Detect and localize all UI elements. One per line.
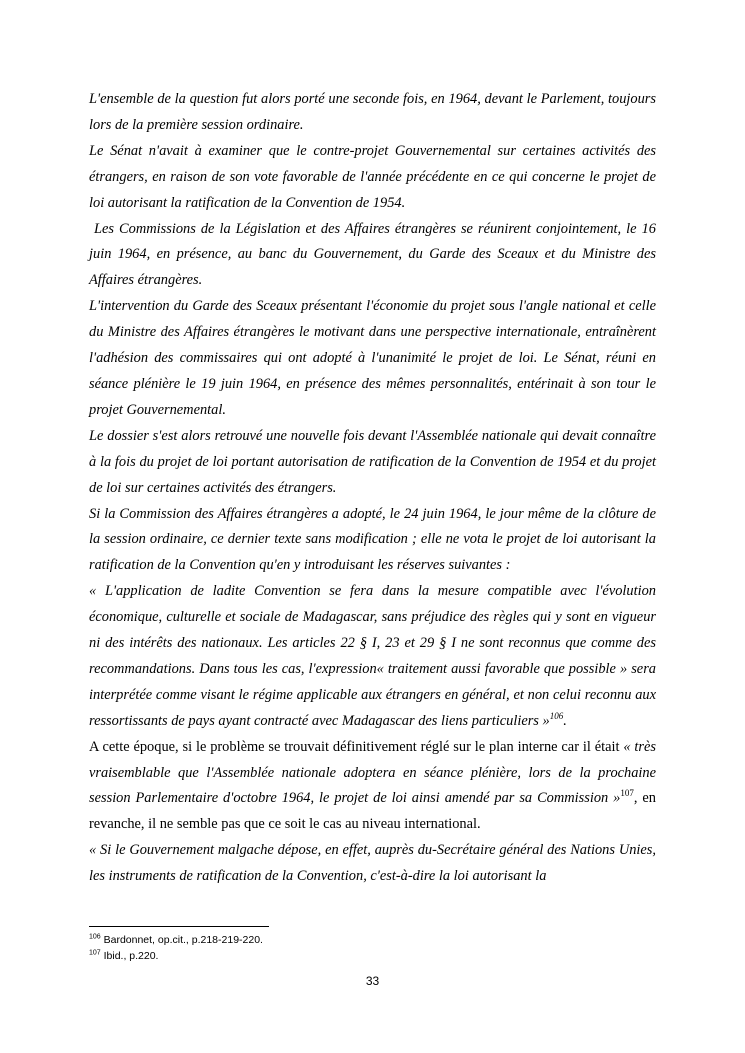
paragraph-5: Le dossier s'est alors retrouvé une nouvelle fois devant l'Assemblée nationale qui devait connaître à la fois du projet de loi portant autorisation de ratification de la Convention de 1954 et du projet de loi sur certaines activités des étrangers. bbox=[89, 427, 656, 496]
mixed-paragraph bbox=[89, 735, 656, 839]
footnote-106 bbox=[89, 932, 656, 948]
footnote-ref-107[interactable]: 107 bbox=[620, 788, 634, 799]
mixed-italic-quote: « très vraisemblable que l'Assemblée nationale adoptera en séance plénière, lors de la prochaine session Parlementaire d'octobre 1964, le projet de loi ainsi amendé par sa Commission » bbox=[89, 738, 656, 807]
footnote-text: Ibid., p.220. bbox=[100, 950, 159, 962]
quote-end: . bbox=[563, 712, 567, 729]
footnote-number: 107 bbox=[89, 949, 101, 957]
quote-text: « L'application de ladite Convention se fera dans la mesure compatible avec l'évolution économique, culturelle et sociale de Madagascar, sans préjudice des règles qui y sont en vigueur ni des intérêts des nationaux. Les articles 22 § I, 23 et 29 § I ne sont reconnus que comme des recommandations. Dans tous les cas, l'expression« traitement aussi favorable que possible » sera interprétée comme visant le régime applicable aux étrangers en général, et non celui reconnu aux ressortissants de pays ayant contracté avec Madagascar des liens particuliers » bbox=[89, 583, 656, 729]
page-number: 33 bbox=[365, 974, 380, 988]
footnote-107 bbox=[89, 948, 656, 964]
footnote-text: Bardonnet, op.cit., p.218-219-220. bbox=[100, 934, 263, 946]
paragraph-1: L'ensemble de la question fut alors porté une seconde fois, en 1964, devant le Parlement, toujours lors de la première session ordinaire. bbox=[89, 91, 656, 133]
last-paragraph: « Si le Gouvernement malgache dépose, en effet, auprès du-Secrétaire général des Nations Unies, les instruments de ratification de la Convention, c'est-à-dire la loi autorisant la bbox=[89, 842, 656, 885]
paragraph-2: Le Sénat n'avait à examiner que le contre-projet Gouvernemental sur certaines activités des étrangers, en raison de son vote favorable de l'année précédente en ce qui concerne le projet de loi autorisant la ratification de la Convention de 1954. bbox=[89, 142, 656, 211]
footnotes bbox=[89, 932, 656, 964]
mixed-roman-start: A cette époque, si le problème se trouvait définitivement réglé sur le plan interne car il était bbox=[89, 738, 624, 755]
paragraph-4: L'intervention du Garde des Sceaux présentant l'économie du projet sous l'angle national et celle du Ministre des Affaires étrangères le motivant dans une perspective internationale, entraînèrent l'adhésion des commissaires qui ont adopté à l'unanimité le projet de loi. Le Sénat, réuni en séance plénière le 19 juin 1964, en présence des mêmes personnalités, entérinait à son tour le projet Gouvernemental. bbox=[89, 298, 656, 418]
footnote-number: 106 bbox=[89, 933, 101, 941]
mixed-roman-end: , en revanche, il ne semble pas que ce soit le cas au niveau international. bbox=[89, 790, 656, 833]
footnote-ref-106[interactable]: 106 bbox=[549, 710, 564, 721]
body-text bbox=[89, 87, 660, 890]
paragraph-3: Les Commissions de la Législation et des Affaires étrangères se réunirent conjointement, le 16 juin 1964, en présence, au banc du Gouvernement, du Garde des Sceaux et du Ministre des Affaires étrangères. bbox=[89, 220, 660, 289]
quote-paragraph bbox=[89, 579, 656, 734]
paragraph-6: Si la Commission des Affaires étrangères a adopté, le 24 juin 1964, le jour même de la clôture de la session ordinaire, ce dernier texte sans modification ; elle ne vota le projet de loi autorisant la ratification de la Convention qu'en y introduisant les réserves suivantes : bbox=[89, 505, 656, 574]
footnote-separator bbox=[89, 926, 269, 927]
